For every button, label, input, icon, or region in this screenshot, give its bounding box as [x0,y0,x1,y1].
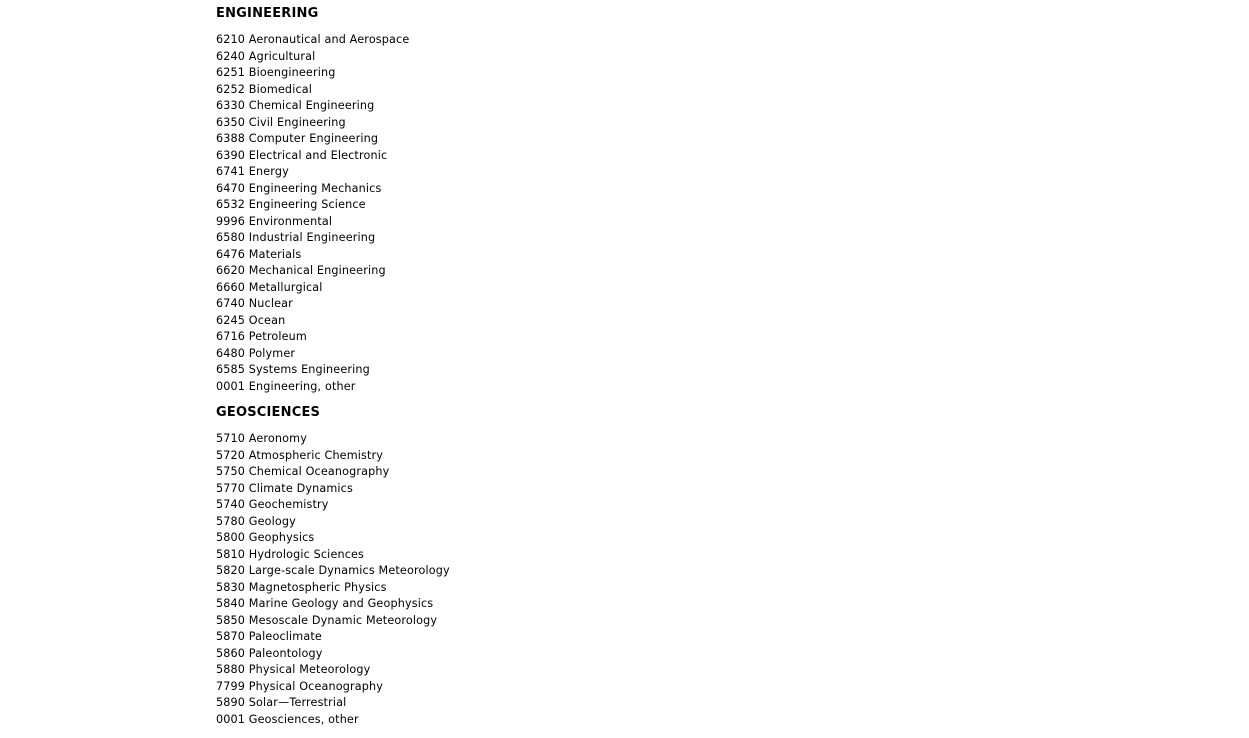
list-item: 6470 Engineering Mechanics [216,181,382,195]
list-item: 5750 Chemical Oceanography [216,465,390,478]
engineering-heading: ENGINEERING [216,6,319,21]
field-code-document [216,0,450,728]
list-item: 6252 Biomedical [216,82,313,96]
list-item: 5870 Paleoclimate [216,630,322,643]
list-item: 5820 Large-scale Dynamics Meteorology [216,564,450,577]
list-item: 5710 Aeronomy [216,432,307,445]
list-item: 5860 Paleontology [216,646,323,660]
list-item: 6251 Bioengineering [216,66,336,79]
list-item: 6390 Electrical and Electronic [216,148,388,162]
list-item: 6532 Engineering Science [216,198,366,211]
list-item: 0001 Geosciences, other [216,712,359,726]
list-item: 5810 Hydrologic Sciences [216,547,365,561]
list-item: 5800 Geophysics [216,531,315,544]
list-item: 6585 Systems Engineering [216,363,370,376]
list-item: 6716 Petroleum [216,330,307,343]
list-item: 5850 Mesoscale Dynamic Meteorology [216,613,438,627]
list-item: 6620 Mechanical Engineering [216,264,386,277]
list-item: 5890 Solar—Terrestrial [216,696,347,709]
list-item: 5830 Magnetospheric Physics [216,580,387,594]
list-item: 6741 Energy [216,165,289,178]
list-item: 6330 Chemical Engineering [216,99,375,112]
list-item: 6660 Metallurgical [216,280,323,294]
geosciences-code-list [216,431,450,728]
list-item: 6476 Materials [216,247,302,261]
engineering-code-list [216,32,450,395]
geosciences-heading: GEOSCIENCES [216,405,321,420]
list-item: 5780 Geology [216,514,296,528]
list-item: 6210 Aeronautical and Aerospace [216,33,410,46]
list-item: 5840 Marine Geology and Geophysics [216,597,434,610]
list-item: 6580 Industrial Engineering [216,231,376,244]
list-item: 0001 Engineering, other [216,379,356,393]
list-item: 6240 Agricultural [216,49,316,63]
list-item: 9996 Environmental [216,214,333,228]
list-item: 5740 Geochemistry [216,498,329,511]
list-item: 6350 Civil Engineering [216,115,346,129]
list-item: 5770 Climate Dynamics [216,481,353,495]
list-item: 5720 Atmospheric Chemistry [216,448,384,462]
list-item: 6388 Computer Engineering [216,132,379,145]
list-item: 6245 Ocean [216,313,286,327]
list-item: 6480 Polymer [216,346,296,360]
list-item: 6740 Nuclear [216,297,293,310]
list-item: 7799 Physical Oceanography [216,679,383,693]
list-item: 5880 Physical Meteorology [216,663,371,676]
